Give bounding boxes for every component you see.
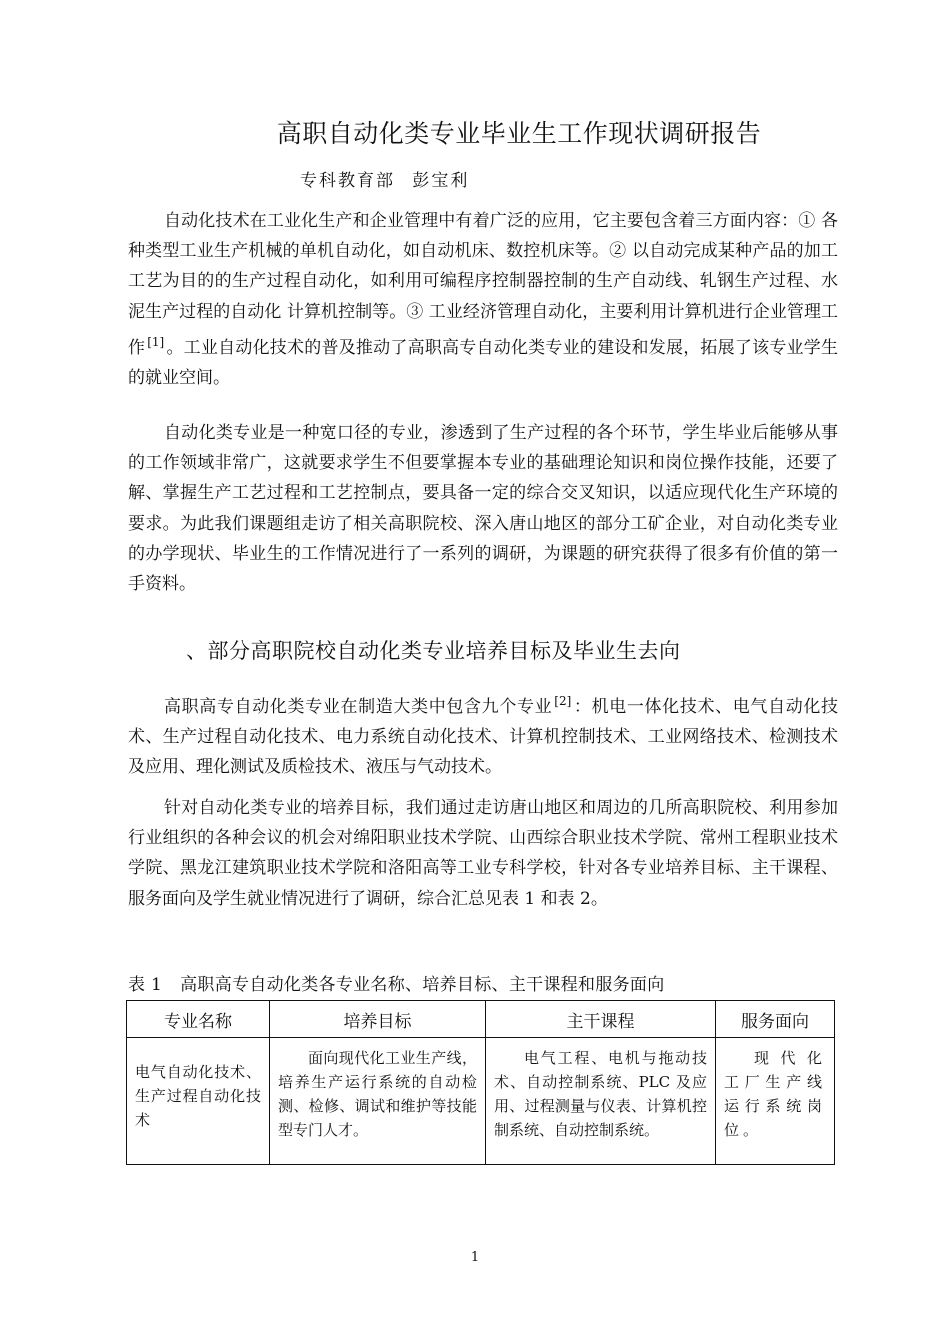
majors-table — [126, 1000, 835, 1165]
paragraph-background: 自动化类专业是一种宽口径的专业，渗透到了生产过程的各个环节，学生毕业后能够从事的工作领域非常广，这就要求学生不但要掌握本专业的基础理论知识和岗位操作技能，还要了解、掌握生产工艺过程和工艺控制点，要具备一定的综合交叉知识，以适应现代化生产环境的要求。为此我们课题组走访了相关高职院校、深入唐山地区的部分工矿企业，对自动化类专业的办学现状、毕业生的工作情况进行了一系列的调研，为课题的研究获得了很多有价值的第一手资料。 — [128, 423, 838, 595]
document-title: 高职自动化类专业毕业生工作现状调研报告 — [276, 119, 762, 148]
table-cell-major: 电气自动化技术、生产过程自动化技术 — [127, 1038, 270, 1165]
section-heading: 、部分高职院校自动化类专业培养目标及毕业生去向 — [186, 639, 681, 663]
reference-marker: [2] — [554, 694, 572, 708]
author-line: 专科教育部 彭宝利 — [300, 171, 470, 191]
page-number: 1 — [470, 1250, 480, 1265]
table-header-cell: 服务面向 — [716, 1001, 835, 1038]
paragraph-text: ：机电一体化技术、电气自动化技术、生产过程自动化技术、电力系统自动化技术、计算机控制技术、工业网络技术、检测技术及应用、理化测试及质检技术、液压与气动技术。 — [128, 697, 839, 778]
table-cell-courses: 电气工程、电机与拖动技术、自动控制系统、PLC 及应用、过程测量与仪表、计算机控制系统、自动控制系统。 — [486, 1038, 716, 1165]
table-cell-goal: 面向现代化工业生产线，培养生产运行系统的自动检测、检修、调试和维护等技能型专门人才。 — [270, 1038, 486, 1165]
table-row — [127, 1038, 835, 1165]
table-header-cell: 主干课程 — [486, 1001, 716, 1038]
paragraph-text: 高职高专自动化类专业在制造大类中包含九个专业 — [164, 697, 553, 717]
table-caption-text: 高职高专自动化类各专业名称、培养目标、主干课程和服务面向 — [180, 975, 665, 995]
table-caption — [128, 970, 665, 995]
paragraph-text: 自动化技术在工业化生产和企业管理中有着广泛的应用，它主要包含着三方面内容：① 各种类型工业生产机械的单机自动化，如自动机床、数控机床等。② 以自动完成某种产品的加工工艺为目的的生产过程自动化，如利用可编程序控制器控制的生产自动线、轧钢生产过程、水泥生产过程的自动化 计算机控制等。③ 工业经济管理自动化，主要利用计算机进行企业管理工作 — [128, 211, 838, 358]
paragraph-majors — [128, 686, 838, 783]
paragraph-intro — [128, 206, 838, 393]
table-cell-service: 现代化工厂生产线运行系统岗位。 — [716, 1038, 835, 1165]
paragraph-survey: 针对自动化类专业的培养目标，我们通过走访唐山地区和周边的几所高职院校、利用参加行业组织的各种会议的机会对绵阳职业技术学院、山西综合职业技术学院、常州工程职业技术学院、黑龙江建筑职业技术学院和洛阳高等工业专科学校，针对各专业培养目标、主干课程、服务面向及学生就业情况进行了调研，综合汇总见表 1 和表 2。 — [128, 798, 838, 909]
table-header-row — [127, 1001, 835, 1038]
table-header-cell: 专业名称 — [127, 1001, 270, 1038]
table-caption-number: 表 1 — [128, 975, 163, 995]
reference-marker: [1] — [147, 334, 165, 349]
table-header-cell: 培养目标 — [270, 1001, 486, 1038]
paragraph-text: 。工业自动化技术的普及推动了高职高专自动化类专业的建设和发展，拓展了该专业学生的就业空间。 — [128, 337, 839, 389]
